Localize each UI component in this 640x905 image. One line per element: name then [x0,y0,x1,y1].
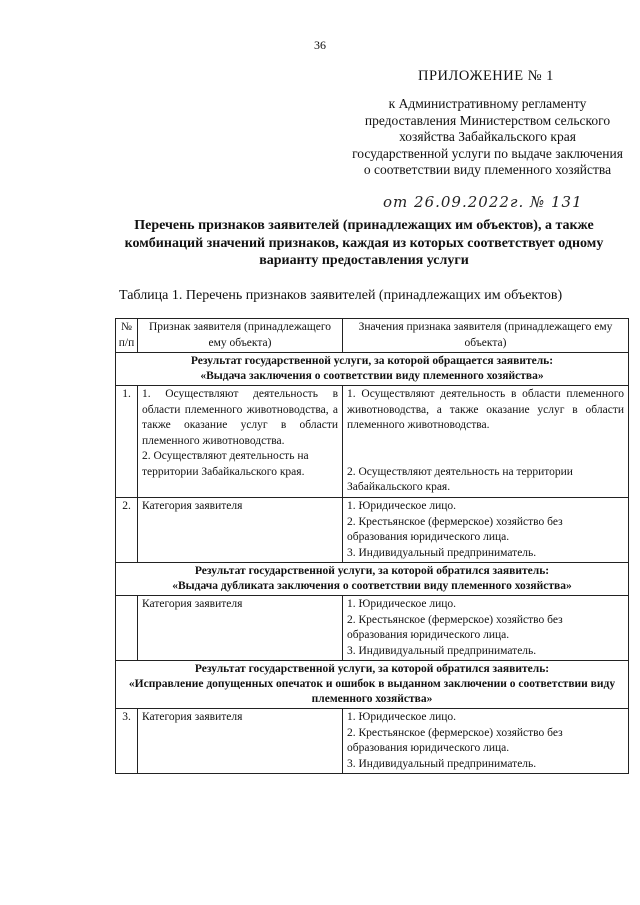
table-row [116,596,629,661]
section-row-correction [116,661,629,709]
value-text: 1. Юридическое лицо. [347,500,457,512]
values-cell [343,498,629,563]
attribute-text: 1. Осуществляют деятельность в области племенного животноводства, а также оказание услуг в области племенного животноводства. [142,388,338,447]
row-num: 2. [116,498,138,563]
value-text: 2. Осуществляют деятельность на территории Забайкальского края. [347,465,573,493]
values-cell [343,709,629,774]
section-row-issue [116,353,629,386]
value-text: 1. Юридическое лицо. [347,598,457,610]
section-line: «Исправление допущенных опечаток и ошибок в выданном заключении о соответствии виду племенного хозяйства» [128,678,616,705]
table-header-row [116,319,629,353]
values-cell [343,596,629,661]
value-text: 2. Крестьянское (фермерское) хозяйство без образования юридического лица. [347,613,563,641]
table-row [116,386,629,498]
attribute-cell: Категория заявителя [138,596,343,661]
document-title: Перечень признаков заявителей (принадлежащих им объектов), а также комбинаций значений признаков, каждая из которых соответствует одному варианту предоставления услуги [124,218,604,268]
table-row [116,709,629,774]
section-line: «Выдача заключения о соответствии виду племенного хозяйства» [200,370,544,382]
header-num: № п/п [116,319,138,353]
value-text: 3. Индивидуальный предприниматель. [347,757,537,770]
table-caption: Таблица 1. Перечень признаков заявителей (принадлежащих им объектов) [119,288,563,303]
page-number: 36 [314,38,326,52]
row-num: 1. [116,386,138,498]
section-row-duplicate [116,563,629,596]
handwritten-date-signature: от 26.09.2022г. № 131 [383,193,583,211]
attribute-cell [138,386,343,498]
header-values: Значения признака заявителя (принадлежащего ему объекта) [343,319,629,353]
value-text: 3. Индивидуальный предприниматель. [347,644,537,657]
section-line: «Выдача дубликата заключения о соответствии виду племенного хозяйства» [172,580,572,592]
section-line: Результат государственной услуги, за которой обращается заявитель: [190,355,554,367]
values-cell [343,386,629,498]
attribute-cell: Категория заявителя [138,709,343,774]
section-line: Результат государственной услуги, за которой обратился заявитель: [194,565,550,577]
value-text: 1. Осуществляют деятельность в области племенного животноводства, а также оказание услуг в области племенного животноводства. [347,388,624,431]
header-attribute: Признак заявителя (принадлежащего ему объекта) [138,319,343,353]
row-num [116,596,138,661]
appendix-text: к Административному регламенту предоставления Министерством сельского хозяйства Забайкальского края государственной услуги по выдаче заключения о соответствии виду племенного хозяйства [352,96,623,177]
section-cell [116,661,629,709]
value-text: 2. Крестьянское (фермерское) хозяйство без образования юридического лица. [347,726,563,754]
table-row [116,498,629,563]
row-num: 3. [116,709,138,774]
attribute-cell: Категория заявителя [138,498,343,563]
value-text: 1. Юридическое лицо. [347,711,457,723]
attribute-text: 2. Осуществляют деятельность на территории Забайкальского края. [142,450,309,478]
value-text: 3. Индивидуальный предприниматель. [347,546,537,559]
section-line: Результат государственной услуги, за которой обратился заявитель: [194,663,550,675]
section-cell [116,353,629,386]
appendix-title: ПРИЛОЖЕНИЕ № 1 [418,68,554,84]
applicant-attributes-table [115,318,629,774]
section-cell [116,563,629,596]
value-text: 2. Крестьянское (фермерское) хозяйство без образования юридического лица. [347,515,563,543]
